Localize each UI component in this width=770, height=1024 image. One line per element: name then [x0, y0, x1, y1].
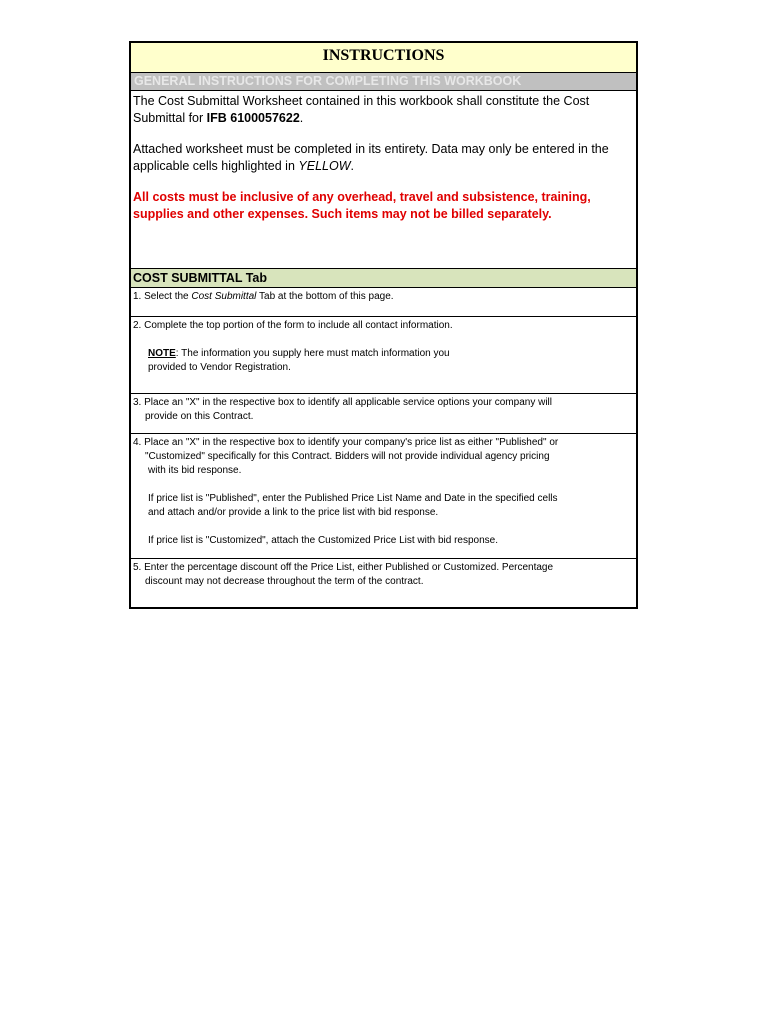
step-text: "Customized" specifically for this Contract. Bidders will not provide individual agency pricing [145, 451, 550, 462]
step-5 [131, 559, 636, 607]
general-text: Attached worksheet must be completed in its entirety. Data may only be entered in the [133, 142, 609, 156]
cost-warning: All costs must be inclusive of any overhead, travel and subsistence, training, [133, 190, 591, 204]
general-text: . [299, 111, 304, 125]
note-label: NOTE [148, 348, 176, 359]
general-line [133, 110, 634, 127]
step-text: and attach and/or provide a link to the price list with bid response. [148, 507, 439, 518]
yellow-keyword: YELLOW [298, 159, 351, 173]
general-text: The Cost Submittal Worksheet contained in this workbook shall constitute the Cost [133, 94, 590, 108]
instructions-sheet [129, 41, 638, 609]
step-text: If price list is "Published", enter the Published Price List Name and Date in the specified cells [148, 493, 558, 504]
general-instructions-body [131, 91, 636, 268]
step-text: provided to Vendor Registration. [148, 362, 291, 373]
step-text: with its bid response. [148, 465, 242, 476]
general-text: . [350, 159, 354, 173]
step-3 [131, 394, 636, 434]
general-text: Submittal for [133, 111, 207, 125]
general-instructions-header: GENERAL INSTRUCTIONS FOR COMPLETING THIS WORKBOOK [131, 73, 636, 91]
step-text: 3. Place an "X" in the respective box to identify all applicable service options your company will [133, 397, 552, 408]
cost-warning: supplies and other expenses. Such items may not be billed separately. [133, 207, 552, 221]
step-text: discount may not decrease throughout the term of the contract. [145, 576, 424, 587]
general-line [133, 93, 634, 110]
step-text: provide on this Contract. [145, 411, 254, 422]
ifb-number: IFB 6100057622 [206, 111, 300, 125]
step-text: 2. Complete the top portion of the form to include all contact information. [133, 320, 453, 331]
general-line [133, 141, 634, 158]
step-text: 5. Enter the percentage discount off the Price List, either Published or Customized. Percentage [133, 562, 554, 573]
step-text: 1. Select the [133, 291, 192, 302]
step-text: If price list is "Customized", attach the Customized Price List with bid response. [148, 535, 499, 546]
step-text: 4. Place an "X" in the respective box to identify your company's price list as either "Published" or [133, 437, 559, 448]
general-line [133, 158, 634, 175]
general-text: applicable cells highlighted in [133, 159, 299, 173]
step-1 [131, 288, 636, 317]
step-text: Tab at the bottom of this page. [256, 291, 394, 302]
sheet-title: INSTRUCTIONS [131, 43, 636, 73]
step-2 [131, 317, 636, 394]
cost-submittal-header: COST SUBMITTAL Tab [131, 268, 636, 288]
step-text: Cost Submittal [191, 291, 257, 302]
step-4 [131, 434, 636, 559]
step-text: : The information you supply here must match information you [175, 348, 450, 359]
